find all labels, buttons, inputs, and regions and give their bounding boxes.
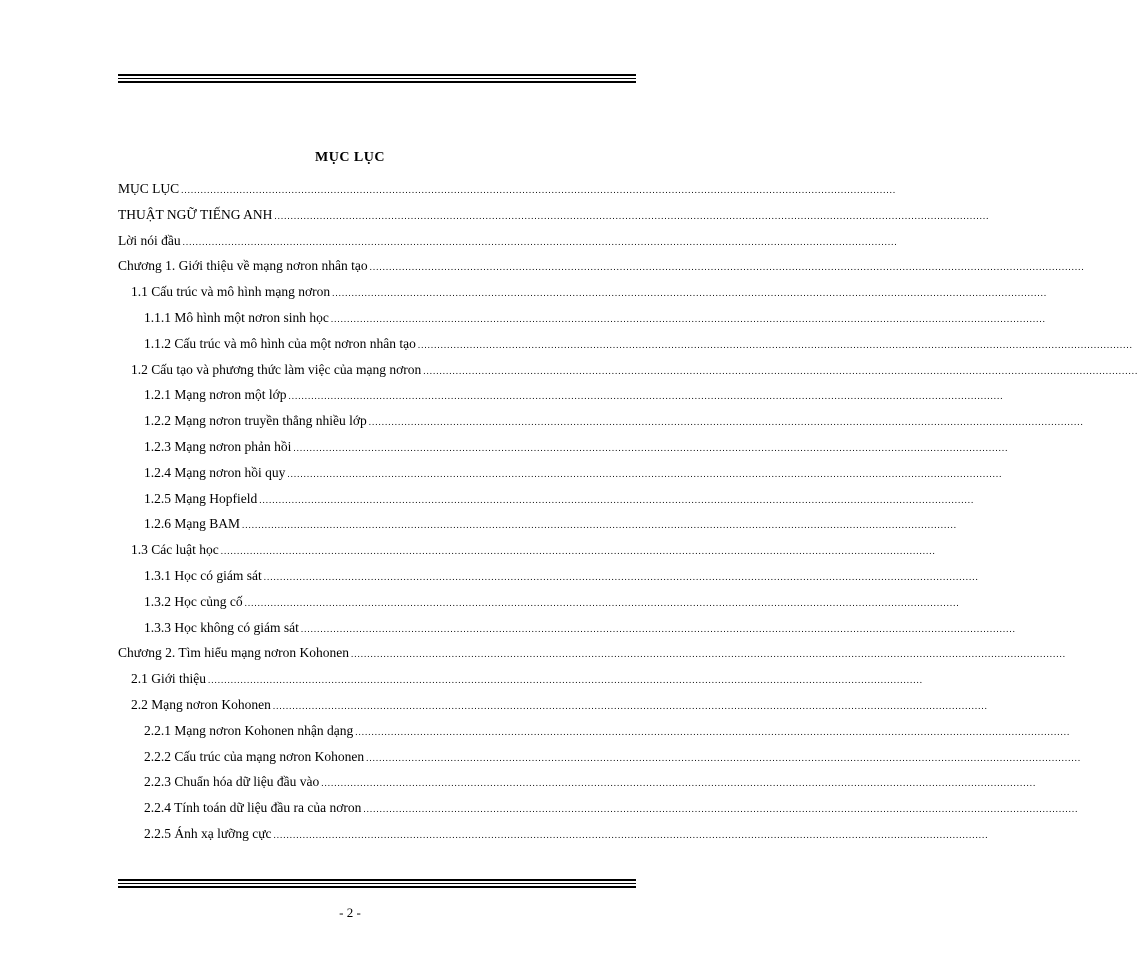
footer-rule <box>118 879 636 888</box>
toc-leader-dots: ............................................................................................................................................................................................................................ <box>366 752 1082 763</box>
toc-leader-dots: ............................................................................................................................................................................................................................ <box>273 830 989 840</box>
page-number: - 2 - <box>339 905 361 920</box>
page-title: MỤC LỤC <box>315 150 385 165</box>
toc-leader-dots: ............................................................................................................................................................................................................................ <box>208 675 924 686</box>
toc-entry-label: 1.2.1 Mạng nơron một lớp <box>144 387 287 403</box>
toc-leader-dots: ............................................................................................................................................................................................................................ <box>368 417 1084 428</box>
toc-entry[interactable] <box>144 438 1009 456</box>
toc-leader-dots: ............................................................................................................................................................................................................................ <box>181 185 897 195</box>
toc-entry-label: 1.3.3 Học không có giám sát <box>144 619 299 635</box>
toc-leader-dots: ............................................................................................................................................................................................................................ <box>244 597 960 608</box>
toc-entry-label: 2.2.2 Cấu trúc của mạng nơron Kohonen <box>144 748 365 764</box>
toc-entry[interactable] <box>131 696 988 714</box>
toc-entry-label: MỤC LỤC <box>118 181 180 196</box>
toc-entry[interactable] <box>144 309 1046 327</box>
toc-leader-dots: ............................................................................................................................................................................................................................ <box>332 288 1048 299</box>
toc-leader-dots: ............................................................................................................................................................................................................................ <box>321 778 1037 789</box>
toc-entry-label: 1.1.1 Mô hình một nơron sinh học <box>144 310 329 325</box>
toc-entry-label: Chương 2. Tìm hiểu mạng nơron Kohonen <box>118 645 349 661</box>
toc-entry[interactable] <box>144 515 958 533</box>
toc-entry[interactable] <box>144 773 1037 791</box>
toc-entry-label: 1.1 Cấu trúc và mô hình mạng nơron <box>131 284 331 300</box>
toc-leader-dots: ............................................................................................................................................................................................................................ <box>287 468 1003 479</box>
toc-entry[interactable] <box>131 670 924 688</box>
toc-leader-dots: ............................................................................................................................................................................................................................ <box>369 262 1085 273</box>
toc-entry[interactable] <box>118 206 990 224</box>
toc-leader-dots: ............................................................................................................................................................................................................................ <box>259 494 975 505</box>
toc-leader-dots: ............................................................................................................................................................................................................................ <box>417 339 1133 350</box>
toc-leader-dots: ............................................................................................................................................................................................................................ <box>350 649 1066 660</box>
toc-entry[interactable] <box>118 257 1085 275</box>
toc-entry-label: 2.2 Mạng nơron Kohonen <box>131 697 271 712</box>
toc-entry-label: 1.3.1 Học có giám sát <box>144 568 262 583</box>
toc-leader-dots: ............................................................................................................................................................................................................................ <box>263 572 979 582</box>
toc-leader-dots: ............................................................................................................................................................................................................................ <box>355 726 1071 737</box>
toc-leader-dots: ............................................................................................................................................................................................................................ <box>274 210 990 221</box>
toc-leader-dots: ............................................................................................................................................................................................................................ <box>423 365 1138 376</box>
toc-entry[interactable] <box>144 567 979 585</box>
toc-entry-label: 1.3.2 Học củng cố <box>144 593 243 609</box>
toc-entry-label: 1.2 Cấu tạo và phương thức làm việc của mạng nơron <box>131 361 422 377</box>
toc-entry[interactable] <box>144 464 1003 482</box>
toc-entry[interactable] <box>144 593 960 611</box>
toc-entry[interactable] <box>118 232 898 250</box>
toc-entry[interactable] <box>144 490 975 508</box>
toc-entry[interactable] <box>144 799 1079 817</box>
toc-entry-label: 1.1.2 Cấu trúc và mô hình của một nơron nhân tạo <box>144 335 416 351</box>
toc-leader-dots: ............................................................................................................................................................................................................................ <box>330 314 1046 324</box>
toc-entry-label: 2.2.4 Tính toán dữ liệu đầu ra của nơron <box>144 800 362 816</box>
toc-entry[interactable] <box>131 541 936 559</box>
toc-entry[interactable] <box>144 619 1016 637</box>
toc-leader-dots: ............................................................................................................................................................................................................................ <box>220 546 936 557</box>
toc-entry[interactable] <box>144 722 1071 740</box>
toc-entry[interactable] <box>144 386 1004 404</box>
toc-entry-label: THUẬT NGỮ TIẾNG ANH <box>118 206 273 222</box>
toc-entry[interactable] <box>131 283 1048 301</box>
toc-entry-label: 1.2.4 Mạng nơron hồi quy <box>144 464 286 480</box>
toc-entry-label: Chương 1. Giới thiệu về mạng nơron nhân tạo <box>118 258 368 274</box>
toc-leader-dots: ............................................................................................................................................................................................................................ <box>182 236 898 247</box>
toc-leader-dots: ............................................................................................................................................................................................................................ <box>363 804 1079 815</box>
toc-entry-label: 2.2.1 Mạng nơron Kohonen nhận dạng <box>144 722 354 738</box>
toc-entry-label: 1.2.6 Mạng BAM <box>144 516 241 532</box>
toc-leader-dots: ............................................................................................................................................................................................................................ <box>293 443 1009 453</box>
toc-entry[interactable] <box>118 644 1066 662</box>
toc-entry-label: Lời nói đầu <box>118 232 181 248</box>
toc-entry[interactable] <box>131 361 1138 379</box>
toc-entry[interactable] <box>144 412 1084 430</box>
toc-leader-dots: ............................................................................................................................................................................................................................ <box>288 391 1004 402</box>
toc-entry[interactable] <box>144 748 1082 766</box>
toc-leader-dots: ............................................................................................................................................................................................................................ <box>300 623 1016 634</box>
toc-entry-label: 1.2.5 Mạng Hopfield <box>144 490 258 506</box>
toc-entry-label: 2.2.5 Ánh xạ lưỡng cực <box>144 826 272 841</box>
toc-leader-dots: ............................................................................................................................................................................................................................ <box>242 520 958 531</box>
toc-entry-label: 1.2.2 Mạng nơron truyền thẳng nhiều lớp <box>144 413 367 429</box>
toc-entry-label: 2.2.3 Chuẩn hóa dữ liệu đầu vào <box>144 774 320 790</box>
toc-entry-label: 1.2.3 Mạng nơron phản hồi <box>144 439 292 454</box>
toc-entry[interactable] <box>144 335 1133 353</box>
toc-entry[interactable] <box>144 825 989 843</box>
toc-leader-dots: ............................................................................................................................................................................................................................ <box>272 701 988 711</box>
header-rule <box>118 74 636 83</box>
toc-entry-label: 2.1 Giới thiệu <box>131 671 207 687</box>
toc-entry[interactable] <box>118 180 897 198</box>
toc-entry-label: 1.3 Các luật học <box>131 542 219 558</box>
